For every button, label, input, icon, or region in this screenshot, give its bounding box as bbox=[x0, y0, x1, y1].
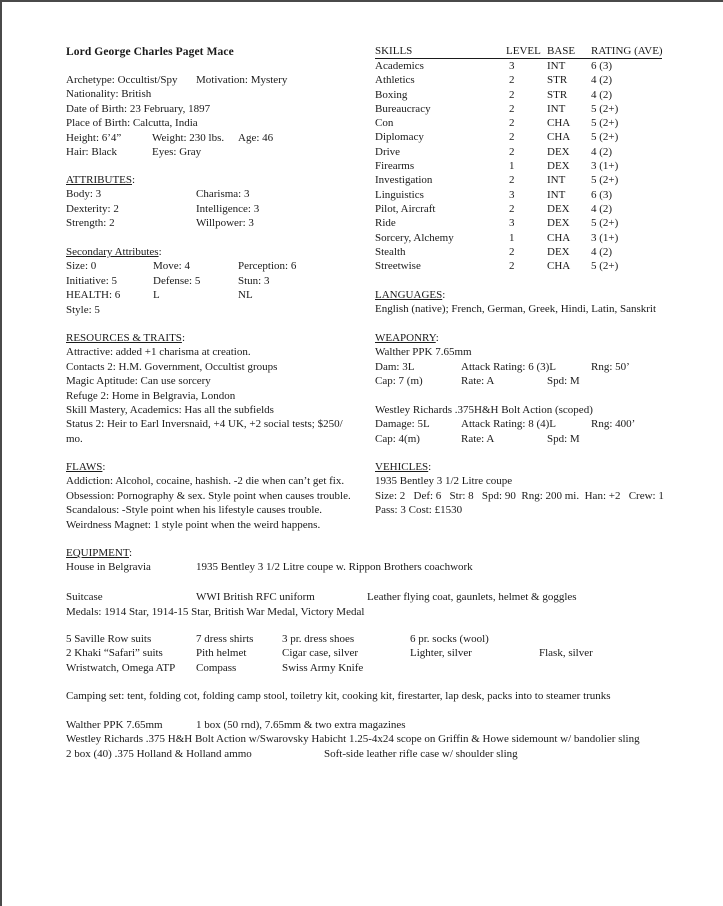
skill-rating: 4 (2) bbox=[591, 145, 613, 158]
equipment-item: 6 pr. socks (wool) bbox=[410, 633, 489, 645]
archetype: Archetype: Occultist/Spy bbox=[66, 74, 178, 86]
secondary-defense: Defense: 5 bbox=[153, 274, 201, 287]
skill-row bbox=[375, 102, 665, 116]
secondary-health: HEALTH: 6 bbox=[66, 289, 121, 302]
skill-name: Ride bbox=[375, 217, 396, 230]
resource-item: Refuge 2: Home in Belgravia, London bbox=[66, 389, 236, 402]
attribute-intelligence: Intelligence: 3 bbox=[196, 202, 260, 215]
skill-name: Firearms bbox=[375, 160, 415, 173]
attribute-row bbox=[66, 216, 366, 230]
equipment-section: EQUIPMENT: House in Belgravia 1935 Bentley 3 1/2 Litre coupe w. Rippon Brothers coachwork Suitcase WWI British RFC uniform Leather flying coat, gaunlets, helmet & goggles Medals: 1914 Star, 1914-15 Star, British War Medal, Victory Medal bbox=[66, 547, 577, 618]
skills-col-skill: SKILLS bbox=[375, 45, 413, 57]
skill-name: Boxing bbox=[375, 88, 408, 101]
skill-row bbox=[375, 59, 665, 73]
place-of-birth: Place of Birth: Calcutta, India bbox=[66, 117, 198, 130]
skill-rating: 4 (2) bbox=[591, 202, 613, 215]
weapon-attack-rating: Attack Rating: 8 (4)L bbox=[461, 418, 557, 431]
skill-rating: 4 (2) bbox=[591, 74, 613, 87]
vehicle-pass-cost: Pass: 3 Cost: £1530 bbox=[375, 504, 463, 517]
skills-col-base: BASE bbox=[547, 45, 576, 57]
skill-row bbox=[375, 173, 665, 187]
secondary-perception: Perception: 6 bbox=[238, 260, 297, 273]
age: Age: 46 bbox=[238, 131, 274, 144]
skill-base: DEX bbox=[547, 245, 570, 258]
resources-section: RESOURCES & TRAITS: Attractive: added +1 charisma at creation. Contacts 2: H.M. Government, Occultist groups Magic Aptitude: Can use sorcery Refuge 2: Home in Belgravia, London Skill Mastery, Academics: Has all the subfields Status 2: Heir to Earl Inversnaid, +4 UK, +2 social tests; $250/ mo. bbox=[66, 331, 366, 446]
skill-name: Athletics bbox=[375, 74, 415, 87]
skill-level: 2 bbox=[509, 260, 515, 273]
secondary-row bbox=[66, 274, 366, 288]
skill-rating: 3 (1+) bbox=[591, 231, 619, 244]
equipment-rifle: Westley Richards .375 H&H Bolt Action w/Swarovsky Habicht 1.25-4x24 scope on Griffin & Howe sidemount w/ bandolier sling bbox=[66, 733, 640, 746]
skill-base: DEX bbox=[547, 145, 570, 158]
flaws-section: FLAWS: Addiction: Alcohol, cocaine, hashish. -2 die when can’t get fix. Obsession: Pornography & sex. Style point when causes trouble. Scandalous: -Style point when his lifestyle causes trouble. Weirdness Magnet: 1 style point when the weird happens. bbox=[66, 460, 376, 532]
secondary-row bbox=[66, 288, 366, 302]
equipment-suitcase: Suitcase bbox=[66, 591, 103, 604]
equipment-house: House in Belgravia bbox=[66, 561, 151, 574]
skill-row bbox=[375, 188, 665, 202]
skill-level: 2 bbox=[509, 174, 515, 187]
skill-base: CHA bbox=[547, 260, 571, 273]
weapon-speed: Spd: M bbox=[547, 432, 580, 445]
skill-level: 2 bbox=[509, 145, 515, 158]
skill-base: INT bbox=[547, 102, 566, 115]
resource-item: Status 2: Heir to Earl Inversnaid, +4 UK, +2 social tests; $250/ bbox=[66, 418, 343, 431]
skill-base: DEX bbox=[547, 160, 570, 173]
weapon-speed: Spd: M bbox=[547, 375, 580, 388]
page-border-top bbox=[0, 0, 723, 2]
skill-row bbox=[375, 202, 665, 216]
flaw-item: Obsession: Pornography & sex. Style point when causes trouble. bbox=[66, 489, 351, 502]
secondary-row bbox=[66, 303, 366, 317]
equipment-uniform: WWI British RFC uniform bbox=[196, 591, 315, 604]
skill-rating: 3 (1+) bbox=[591, 160, 619, 173]
equipment-item: Lighter, silver bbox=[410, 647, 472, 660]
secondary-size: Size: 0 bbox=[66, 260, 97, 273]
weapon-stats-row bbox=[375, 360, 675, 374]
equipment-item: 7 dress shirts bbox=[196, 633, 254, 645]
skill-name: Streetwise bbox=[375, 260, 421, 273]
hair: Hair: Black bbox=[66, 145, 118, 158]
attributes-section: ATTRIBUTES: Body: 3 Charisma: 3 Dexterity: 2 Intelligence: 3 Strength: 2 Willpower: 3 bbox=[66, 173, 366, 231]
skills-col-level: LEVEL bbox=[506, 45, 541, 57]
skill-name: Investigation bbox=[375, 174, 433, 187]
flaws-heading: FLAWS bbox=[66, 461, 103, 473]
motivation: Motivation: Mystery bbox=[196, 74, 288, 86]
equipment-rifle-ammo: 2 box (40) .375 Holland & Holland ammo bbox=[66, 747, 252, 760]
skill-base: STR bbox=[547, 88, 568, 101]
secondary-row bbox=[66, 259, 366, 273]
weapon-attack-rating: Attack Rating: 6 (3)L bbox=[461, 360, 557, 373]
resources-heading: RESOURCES & TRAITS bbox=[66, 332, 182, 344]
attribute-charisma: Charisma: 3 bbox=[196, 188, 250, 201]
equipment-item: Pith helmet bbox=[196, 647, 247, 660]
skill-row bbox=[375, 88, 665, 102]
equipment-item: Cigar case, silver bbox=[282, 647, 359, 660]
skills-col-rating: RATING (AVE) bbox=[591, 45, 663, 57]
skill-level: 2 bbox=[509, 202, 515, 215]
skill-row bbox=[375, 231, 665, 245]
equipment-firearms bbox=[66, 718, 706, 761]
weapon-capacity: Cap: 7 (m) bbox=[375, 375, 423, 388]
flaw-item: Scandalous: -Style point when his lifestyle causes trouble. bbox=[66, 504, 323, 517]
weapon-stats-row bbox=[375, 417, 675, 431]
weapon-capacity: Cap: 4(m) bbox=[375, 432, 420, 445]
skill-base: DEX bbox=[547, 217, 570, 230]
equipment-medals: Medals: 1914 Star, 1914-15 Star, British War Medal, Victory Medal bbox=[66, 605, 365, 618]
skill-row bbox=[375, 73, 665, 87]
weapon-stats-row bbox=[375, 432, 675, 446]
skill-level: 3 bbox=[509, 60, 515, 72]
skill-row bbox=[375, 216, 665, 230]
weapon-range: Rng: 50’ bbox=[591, 360, 630, 373]
skill-name: Drive bbox=[375, 145, 401, 158]
skill-name: Con bbox=[375, 117, 394, 130]
weapon-name: Walther PPK 7.65mm bbox=[375, 346, 472, 359]
skill-rating: 5 (2+) bbox=[591, 217, 619, 230]
skill-base: STR bbox=[547, 74, 568, 87]
attribute-dexterity: Dexterity: 2 bbox=[66, 202, 119, 215]
resource-item: Skill Mastery, Academics: Has all the subfields bbox=[66, 403, 274, 416]
equipment-item: 5 Saville Row suits bbox=[66, 633, 152, 645]
page-border-left bbox=[0, 0, 2, 906]
skill-rating: 6 (3) bbox=[591, 188, 613, 201]
attribute-row bbox=[66, 187, 366, 201]
vehicle-stats: Size: 2 Def: 6 Str: 8 Spd: 90 Rng: 200 mi. Han: +2 Crew: 1 bbox=[375, 489, 664, 502]
weight: Weight: 230 lbs. bbox=[152, 131, 225, 144]
skill-level: 2 bbox=[509, 117, 515, 130]
skill-name: Pilot, Aircraft bbox=[375, 202, 436, 215]
weapon-damage: Damage: 5L bbox=[375, 418, 430, 431]
skill-name: Sorcery, Alchemy bbox=[375, 231, 454, 244]
attributes-heading: ATTRIBUTES bbox=[66, 174, 132, 186]
skill-level: 3 bbox=[509, 188, 515, 201]
weapon-stats-row bbox=[375, 374, 675, 388]
skill-level: 1 bbox=[509, 231, 515, 244]
weapon-rate: Rate: A bbox=[461, 375, 495, 388]
equipment-item: Flask, silver bbox=[539, 647, 593, 660]
resource-item: Attractive: added +1 charisma at creation. bbox=[66, 346, 251, 359]
equipment-flying-gear: Leather flying coat, gaunlets, helmet & goggles bbox=[367, 591, 577, 604]
secondary-style: Style: 5 bbox=[66, 303, 100, 316]
attribute-strength: Strength: 2 bbox=[66, 217, 115, 230]
skill-level: 2 bbox=[509, 102, 515, 115]
skill-base: DEX bbox=[547, 202, 570, 215]
flaw-item: Weirdness Magnet: 1 style point when the weird happens. bbox=[66, 518, 321, 531]
skill-row bbox=[375, 159, 665, 173]
secondary-attributes-heading: Secondary Attributes bbox=[66, 246, 159, 258]
equipment-camping: Camping set: tent, folding cot, folding camp stool, toiletry kit, cooking kit, firestarter, lap desk, packs into to steamer trunks bbox=[66, 690, 611, 702]
skill-base: CHA bbox=[547, 117, 571, 130]
resource-item: Contacts 2: H.M. Government, Occultist groups bbox=[66, 360, 278, 373]
character-name: Lord George Charles Paget Mace bbox=[66, 46, 234, 58]
equipment-item: Swiss Army Knife bbox=[282, 661, 364, 674]
skill-rating: 4 (2) bbox=[591, 88, 613, 101]
equipment-grid-row bbox=[66, 632, 686, 646]
secondary-attributes-section: Secondary Attributes: Size: 0 Move: 4 Perception: 6 Initiative: 5 Defense: 5 Stun: 3 HEALTH: 6 L NL Style: 5 bbox=[66, 245, 366, 317]
languages-list: English (native); French, German, Greek, Hindi, Latin, Sanskrit bbox=[375, 303, 657, 316]
vehicles-heading: VEHICLES bbox=[375, 461, 429, 473]
skill-row bbox=[375, 259, 665, 273]
attribute-body: Body: 3 bbox=[66, 188, 102, 201]
skill-base: INT bbox=[547, 60, 566, 72]
skill-level: 2 bbox=[509, 88, 515, 101]
skill-row bbox=[375, 130, 665, 144]
skill-base: INT bbox=[547, 188, 566, 201]
skill-rating: 5 (2+) bbox=[591, 260, 619, 273]
date-of-birth: Date of Birth: 23 February, 1897 bbox=[66, 102, 211, 115]
equipment-item: 2 Khaki “Safari” suits bbox=[66, 647, 163, 660]
eyes: Eyes: Gray bbox=[152, 145, 202, 158]
flaw-item: Addiction: Alcohol, cocaine, hashish. -2 die when can’t get fix. bbox=[66, 475, 345, 488]
equipment-clothing-grid bbox=[66, 632, 686, 675]
secondary-nonlethal: NL bbox=[238, 289, 253, 302]
skill-level: 1 bbox=[509, 160, 515, 173]
skill-name: Linguistics bbox=[375, 188, 424, 201]
equipment-rifle-case: Soft-side leather rifle case w/ shoulder sling bbox=[324, 747, 518, 760]
skill-rating: 5 (2+) bbox=[591, 131, 619, 144]
skill-level: 2 bbox=[509, 131, 515, 144]
skill-level: 2 bbox=[509, 245, 515, 258]
attribute-row bbox=[66, 202, 366, 216]
weaponry-section: WEAPONRY: Walther PPK 7.65mm Dam: 3L Attack Rating: 6 (3)L Rng: 50’ Cap: 7 (m) Rate: A Spd: M Westley Richards .375H&H Bolt Action (scoped) Damage: 5L Attack Rating: 8 (4)L Rng: 400’ Cap: 4(m) Rate: A Spd: M bbox=[375, 331, 675, 446]
skill-rating: 5 (2+) bbox=[591, 174, 619, 187]
skill-name: Diplomacy bbox=[375, 131, 424, 144]
resource-item: mo. bbox=[66, 432, 83, 445]
skills-table-body bbox=[375, 59, 665, 273]
equipment-car: 1935 Bentley 3 1/2 Litre coupe w. Rippon Brothers coachwork bbox=[196, 561, 473, 574]
secondary-initiative: Initiative: 5 bbox=[66, 274, 118, 287]
weapon-rate: Rate: A bbox=[461, 432, 495, 445]
skill-base: INT bbox=[547, 174, 566, 187]
resource-item: Magic Aptitude: Can use sorcery bbox=[66, 375, 211, 388]
height: Height: 6’4” bbox=[66, 131, 122, 144]
secondary-stun: Stun: 3 bbox=[238, 274, 270, 287]
skill-row bbox=[375, 116, 665, 130]
skill-level: 2 bbox=[509, 74, 515, 87]
skill-name: Academics bbox=[375, 60, 424, 72]
skill-rating: 4 (2) bbox=[591, 245, 613, 258]
vehicles-section: VEHICLES: 1935 Bentley 3 1/2 Litre coupe Size: 2 Def: 6 Str: 8 Spd: 90 Rng: 200 mi. Han: +2 Crew: 1 Pass: 3 Cost: £1530 bbox=[375, 460, 675, 518]
skill-base: CHA bbox=[547, 231, 571, 244]
equipment-grid-row bbox=[66, 661, 686, 675]
skill-level: 3 bbox=[509, 217, 515, 230]
weapon-range: Rng: 400’ bbox=[591, 418, 636, 431]
equipment-item: 3 pr. dress shoes bbox=[282, 633, 355, 645]
equipment-heading: EQUIPMENT bbox=[66, 547, 130, 559]
equipment-pistol: Walther PPK 7.65mm bbox=[66, 719, 163, 731]
secondary-lethal: L bbox=[153, 289, 160, 302]
skill-row bbox=[375, 145, 665, 159]
skill-rating: 5 (2+) bbox=[591, 102, 619, 115]
skills-table-header bbox=[375, 44, 662, 59]
skill-row bbox=[375, 245, 665, 259]
equipment-item: Compass bbox=[196, 661, 237, 674]
skill-base: CHA bbox=[547, 131, 571, 144]
attribute-willpower: Willpower: 3 bbox=[196, 217, 254, 230]
equipment-grid-row bbox=[66, 646, 686, 660]
skill-name: Stealth bbox=[375, 245, 406, 258]
weapon-name: Westley Richards .375H&H Bolt Action (scoped) bbox=[375, 403, 593, 416]
skill-rating: 5 (2+) bbox=[591, 117, 619, 130]
equipment-item: Wristwatch, Omega ATP bbox=[66, 661, 176, 674]
secondary-move: Move: 4 bbox=[153, 260, 190, 273]
weapon-damage: Dam: 3L bbox=[375, 360, 415, 373]
skill-name: Bureaucracy bbox=[375, 102, 431, 115]
vehicle-name: 1935 Bentley 3 1/2 Litre coupe bbox=[375, 475, 513, 488]
languages-section: LANGUAGES: English (native); French, German, Greek, Hindi, Latin, Sanskrit bbox=[375, 288, 675, 317]
identity-block bbox=[66, 73, 366, 159]
equipment-pistol-ammo: 1 box (50 rnd), 7.65mm & two extra magazines bbox=[196, 719, 406, 731]
languages-heading: LANGUAGES bbox=[375, 289, 443, 301]
skill-rating: 6 (3) bbox=[591, 60, 613, 72]
weaponry-heading: WEAPONRY bbox=[375, 332, 436, 344]
nationality: Nationality: British bbox=[66, 88, 152, 101]
